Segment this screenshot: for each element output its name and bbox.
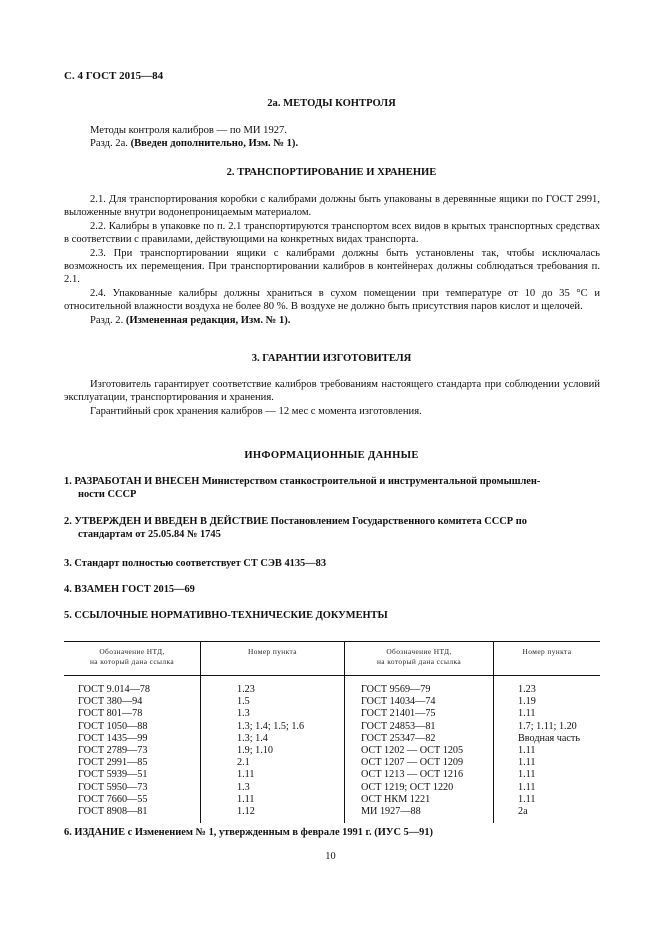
table-body <box>64 676 600 824</box>
references-table <box>64 641 600 823</box>
table-cell-item-left: 1.9; 1.10 <box>201 745 345 757</box>
table-row <box>64 721 600 733</box>
table-cell-ntd-left: ГОСТ 5939—51 <box>78 769 148 781</box>
section-3-title: 3. ГАРАНТИИ ИЗГОТОВИТЕЛЯ <box>251 353 412 364</box>
table-cell-item-left: 1.3 <box>201 708 345 720</box>
table-row <box>64 733 600 745</box>
col-header-ntd-1-line2: на который дана ссылка <box>89 657 175 666</box>
section-2a-p2-note: (Введен дополнительно, Изм. № 1). <box>130 138 299 150</box>
table-cell-ntd-right: ГОСТ 9569—79 <box>345 676 494 697</box>
table-cell-item-right: 2а <box>494 806 601 823</box>
section-3-p2: Гарантийный срок хранения калибров — 12 мес с момента изготовления. <box>90 405 422 417</box>
table-row <box>64 782 600 794</box>
table-cell-item-right: 1.11 <box>494 794 601 806</box>
table-row <box>64 794 600 806</box>
col-header-ntd-2-line2: на который дана ссылка <box>376 657 462 666</box>
info-item-2-line1: 2. УТВЕРЖДЕН И ВВЕДЕН В ДЕЙСТВИЕ Постановлением Государственного комитета СССР по <box>64 516 527 527</box>
table-cell-ntd-left: ГОСТ 380—94 <box>78 696 143 708</box>
col-header-ntd-2 <box>345 642 494 676</box>
section-2-p1: 2.1. Для транспортирования коробки с калибрами должны быть упакованы в деревянные ящики по ГОСТ 2991, выложенные внутри водонепроницаемым материалом. <box>64 194 600 219</box>
info-item-2-line2: стандартам от 25.05.84 № 1745 <box>78 529 221 541</box>
table-cell-ntd-left: ГОСТ 7660—55 <box>78 793 148 805</box>
info-item-6: 6. ИЗДАНИЕ с Изменением № 1, утвержденным в феврале 1991 г. (ИУС 5—91) <box>64 827 433 838</box>
table-row <box>64 769 600 781</box>
table-cell-item-right: 1.11 <box>494 708 601 720</box>
table-cell-ntd-right: МИ 1927—88 <box>345 806 494 823</box>
info-item-5: 5. ССЫЛОЧНЫЕ НОРМАТИВНО-ТЕХНИЧЕСКИЕ ДОКУМЕНТЫ <box>64 610 388 621</box>
table-header-row <box>64 642 600 676</box>
section-2a-body <box>64 124 600 151</box>
section-3-body <box>64 378 600 418</box>
table-cell-ntd-left: ГОСТ 2789—73 <box>78 745 148 757</box>
section-2-p5 <box>64 314 600 327</box>
section-2a-title: 2а. МЕТОДЫ КОНТРОЛЯ <box>267 98 396 109</box>
table-cell-ntd-left: ГОСТ 9.014—78 <box>78 684 150 695</box>
table-cell-ntd-left: ГОСТ 2991—85 <box>78 757 148 769</box>
table-cell-ntd-left: ГОСТ 5950—73 <box>78 781 148 793</box>
table-row <box>64 708 600 720</box>
table-cell-item-left: 1.11 <box>201 769 345 781</box>
section-2-p3: 2.3. При транспортировании ящики с калибрами должны быть установлены так, чтобы исключалась возможность их перемещения. При транспортировании калибров в контейнерах должны соблюдаться требования п. 2.1. <box>64 247 600 286</box>
table-cell-item-left: 2.1 <box>201 757 345 769</box>
table-cell-ntd-right: ОСТ 1213 — ОСТ 1216 <box>345 769 494 781</box>
table-row <box>64 696 600 708</box>
section-2a-p2-text: Разд. 2а. <box>90 138 131 150</box>
section-2-p5-text: Разд. 2. <box>90 314 126 326</box>
table-cell-ntd-right: ГОСТ 14034—74 <box>345 696 494 708</box>
table-cell-item-right: 1.11 <box>494 782 601 794</box>
table-cell-ntd-left: ГОСТ 801—78 <box>78 708 143 720</box>
col-header-ntd-2-line1: Обозначение НТД, <box>386 647 452 656</box>
section-2-title: 2. ТРАНСПОРТИРОВАНИЕ И ХРАНЕНИЕ <box>226 167 437 178</box>
table-cell-item-right: 1.19 <box>494 696 601 708</box>
table-cell-ntd-right: ГОСТ 25347—82 <box>345 733 494 745</box>
table-row <box>64 676 600 697</box>
section-2-p5-note: (Измененная редакция, Изм. № 1). <box>125 314 291 326</box>
table-cell-item-left: 1.23 <box>201 676 345 697</box>
col-header-item-2: Номер пункта <box>494 642 601 676</box>
table-row <box>64 745 600 757</box>
table-cell-item-left: 1.5 <box>201 696 345 708</box>
table-cell-ntd-right: ОСТ 1219; ОСТ 1220 <box>345 782 494 794</box>
info-item-1-line1: 1. РАЗРАБОТАН И ВНЕСЕН Министерством станкостроительной и инструментальной промышлен- <box>64 476 541 487</box>
table-cell-ntd-right: ОСТ 1207 — ОСТ 1209 <box>345 757 494 769</box>
table-cell-ntd-left: ГОСТ 1050—88 <box>78 720 148 732</box>
table-cell-item-right: 1.11 <box>494 757 601 769</box>
table-row <box>64 806 600 823</box>
table-cell-ntd-right: ГОСТ 24853—81 <box>345 721 494 733</box>
table-cell-ntd-left: ГОСТ 1435—99 <box>78 732 148 744</box>
section-2a-p1: Методы контроля калибров — по МИ 1927. <box>90 125 287 136</box>
table-row <box>64 757 600 769</box>
info-item-3: 3. Стандарт полностью соответствует СТ СЭВ 4135—83 <box>64 558 327 569</box>
table-cell-item-left: 1.3; 1.4 <box>201 733 345 745</box>
page-header: С. 4 ГОСТ 2015—84 <box>64 70 164 82</box>
section-2a-p2 <box>64 137 600 150</box>
table-cell-item-right: Вводная часть <box>494 733 601 745</box>
col-header-item-1: Номер пункта <box>201 642 345 676</box>
table-cell-item-right: 1.23 <box>494 676 601 697</box>
table-cell-ntd-right: ОСТ НКМ 1221 <box>345 794 494 806</box>
table-cell-item-right: 1.11 <box>494 745 601 757</box>
info-item-1 <box>64 475 600 502</box>
table-cell-item-left: 1.11 <box>201 794 345 806</box>
table-cell-item-right: 1.11 <box>494 769 601 781</box>
section-2-p4: 2.4. Упакованные калибры должны храниться в сухом помещении при температуре от 10 до 35 °С и относительной влажности воздуха не более 80 %. В воздухе не должно быть присутствия паров кислот и щелочей. <box>64 287 600 313</box>
info-title: ИНФОРМАЦИОННЫЕ ДАННЫЕ <box>244 450 419 461</box>
table-cell-ntd-right: ОСТ 1202 — ОСТ 1205 <box>345 745 494 757</box>
section-3-p1: Изготовитель гарантирует соответствие калибров требованиям настоящего стандарта при соблюдении условий эксплуатации, транспортирования и хранения. <box>64 379 600 404</box>
info-item-2 <box>64 515 600 542</box>
table-cell-item-left: 1.3 <box>201 782 345 794</box>
info-item-1-line2: ности СССР <box>78 489 137 501</box>
table-cell-ntd-left: ГОСТ 8908—81 <box>78 806 148 818</box>
section-2-p2: 2.2. Калибры в упаковке по п. 2.1 транспортируются транспортом всех видов в крытых транспортных средствах в соответствии с правилами, действующими на конкретных видах транспорта. <box>64 220 600 246</box>
info-item-4: 4. ВЗАМЕН ГОСТ 2015—69 <box>64 584 195 595</box>
section-2-body <box>64 193 600 327</box>
table-cell-item-right: 1.7; 1.11; 1.20 <box>494 721 601 733</box>
page-number: 10 <box>325 851 336 862</box>
table-cell-item-left: 1.3; 1.4; 1.5; 1.6 <box>201 721 345 733</box>
table-cell-ntd-right: ГОСТ 21401—75 <box>345 708 494 720</box>
col-header-ntd-1-line1: Обозначение НТД, <box>99 647 165 656</box>
table-cell-item-left: 1.12 <box>201 806 345 823</box>
col-header-ntd-1 <box>64 642 201 676</box>
